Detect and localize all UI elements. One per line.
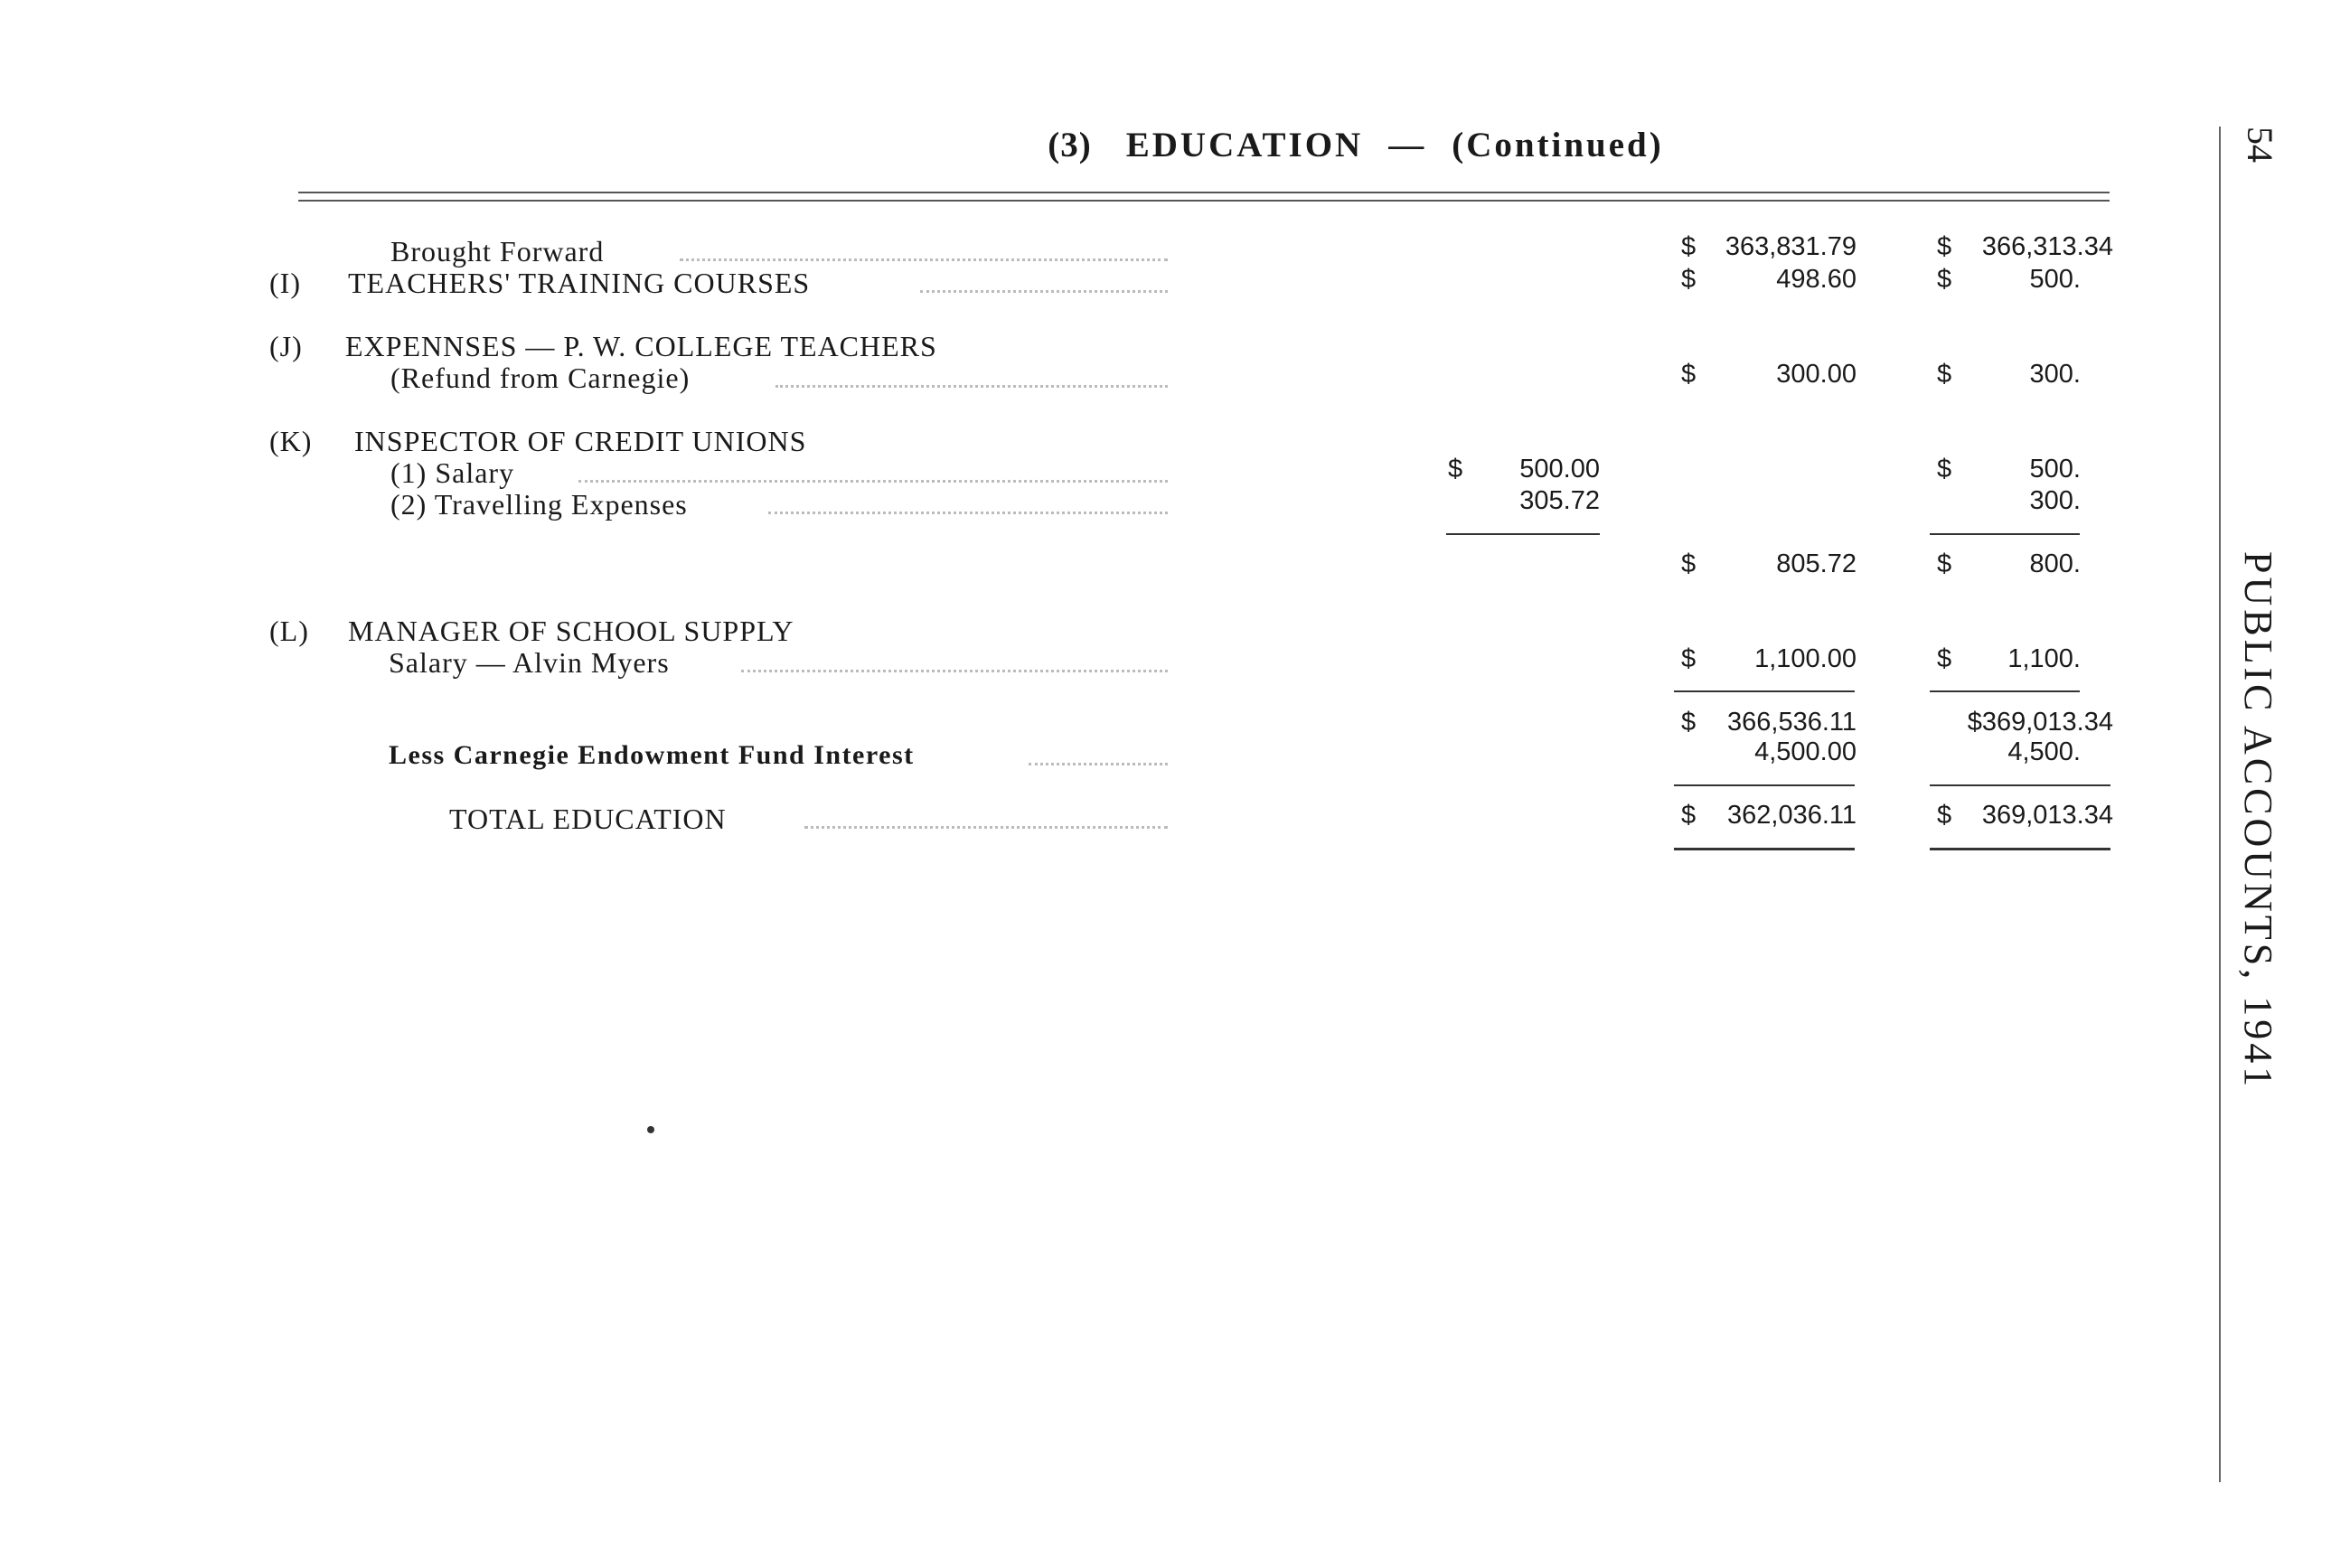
- leader-dots: [680, 258, 1168, 261]
- college-teachers-actual: 300.00: [1776, 360, 1856, 389]
- dollar-sign: $: [1937, 232, 1952, 261]
- less-carnegie-actual: 4,500.00: [1754, 737, 1856, 766]
- item-letter: (K): [269, 425, 313, 457]
- total-education-actual: 362,036.11: [1727, 801, 1856, 830]
- leader-dots: [776, 385, 1168, 388]
- leader-dots: [741, 670, 1168, 672]
- college-teachers-sublabel: (Refund from Carnegie): [390, 361, 691, 394]
- school-supply-label: MANAGER OF SCHOOL SUPPLY: [348, 615, 794, 647]
- leader-dots: [578, 480, 1168, 483]
- dollar-sign: $: [1681, 708, 1697, 737]
- leader-dots: [768, 512, 1168, 514]
- section-title: EDUCATION: [1125, 126, 1364, 164]
- total-underline: [1930, 848, 2110, 850]
- dollar-sign: $: [1937, 549, 1952, 578]
- gross-estimate: $369,013.34: [1967, 708, 2113, 737]
- total-overline: [1674, 784, 1855, 786]
- gross-underline: [1674, 690, 1855, 692]
- total-education-label: TOTAL EDUCATION: [449, 803, 727, 835]
- gross-underline: [1930, 690, 2080, 692]
- gross-actual: 366,536.11: [1727, 708, 1856, 737]
- section-number: (3): [1048, 126, 1092, 164]
- college-teachers-estimate: 300.: [2029, 360, 2081, 389]
- dollar-sign: $: [1937, 801, 1952, 830]
- less-carnegie-estimate: 4,500.: [2007, 737, 2081, 766]
- brought-forward-label: Brought Forward: [390, 235, 605, 268]
- school-supply-actual: 1,100.00: [1754, 644, 1856, 673]
- page-title: [904, 125, 1808, 165]
- dollar-sign: $: [1448, 455, 1463, 484]
- teachers-training-actual: 498.60: [1776, 265, 1856, 294]
- credit-unions-label: INSPECTOR OF CREDIT UNIONS: [354, 425, 807, 457]
- dollar-sign: $: [1681, 801, 1697, 830]
- dollar-sign: $: [1681, 549, 1697, 578]
- item-letter: (L): [269, 615, 309, 647]
- subtotal-underline: [1930, 533, 2080, 535]
- credit-unions-salary-detail: 500.00: [1519, 455, 1600, 484]
- dollar-sign: $: [1937, 265, 1952, 294]
- page-number: 54: [2240, 127, 2280, 163]
- less-carnegie-label: Less Carnegie Endowment Fund Interest: [389, 740, 915, 770]
- credit-unions-salary-estimate: 500.: [2029, 455, 2081, 484]
- dollar-sign: $: [1937, 644, 1952, 673]
- continued-label: (Continued): [1452, 126, 1664, 164]
- credit-unions-travel-estimate: 300.: [2029, 486, 2081, 515]
- credit-unions-travel-label: (2) Travelling Expenses: [390, 488, 688, 521]
- item-letter: (J): [269, 330, 303, 362]
- credit-unions-travel-detail: 305.72: [1519, 486, 1600, 515]
- total-overline: [1930, 784, 2110, 786]
- college-teachers-label: EXPENNSES — P. W. COLLEGE TEACHERS: [345, 330, 937, 362]
- subtotal-underline: [1446, 533, 1600, 535]
- margin-rule: [2219, 127, 2221, 1482]
- dollar-sign: $: [1681, 265, 1697, 294]
- credit-unions-subtotal-estimate: 800.: [2029, 549, 2081, 578]
- running-title: PUBLIC ACCOUNTS, 1941: [2236, 551, 2280, 1091]
- brought-forward-actual: 363,831.79: [1725, 232, 1856, 261]
- credit-unions-salary-label: (1) Salary: [390, 456, 515, 489]
- brought-forward-estimate: 366,313.34: [1981, 232, 2113, 261]
- dollar-sign: $: [1681, 644, 1697, 673]
- teachers-training-label: TEACHERS' TRAINING COURSES: [348, 267, 811, 299]
- total-education-estimate: 369,013.34: [1981, 801, 2113, 830]
- title-dash: —: [1388, 126, 1427, 164]
- leader-dots: [920, 290, 1168, 293]
- header-rule-top: [298, 192, 2110, 193]
- dollar-sign: $: [1937, 455, 1952, 484]
- header-rule-bottom: [298, 200, 2110, 202]
- leader-dots: [804, 826, 1168, 829]
- dollar-sign: $: [1681, 360, 1697, 389]
- school-supply-estimate: 1,100.: [2007, 644, 2081, 673]
- leader-dots: [1029, 763, 1168, 765]
- school-supply-sublabel: Salary — Alvin Myers: [389, 646, 670, 679]
- teachers-training-estimate: 500.: [2029, 265, 2081, 294]
- total-underline: [1674, 848, 1855, 850]
- dollar-sign: $: [1937, 360, 1952, 389]
- credit-unions-subtotal-actual: 805.72: [1776, 549, 1856, 578]
- dollar-sign: $: [1681, 232, 1697, 261]
- scan-speck: [647, 1126, 654, 1133]
- item-letter: (I): [269, 267, 301, 299]
